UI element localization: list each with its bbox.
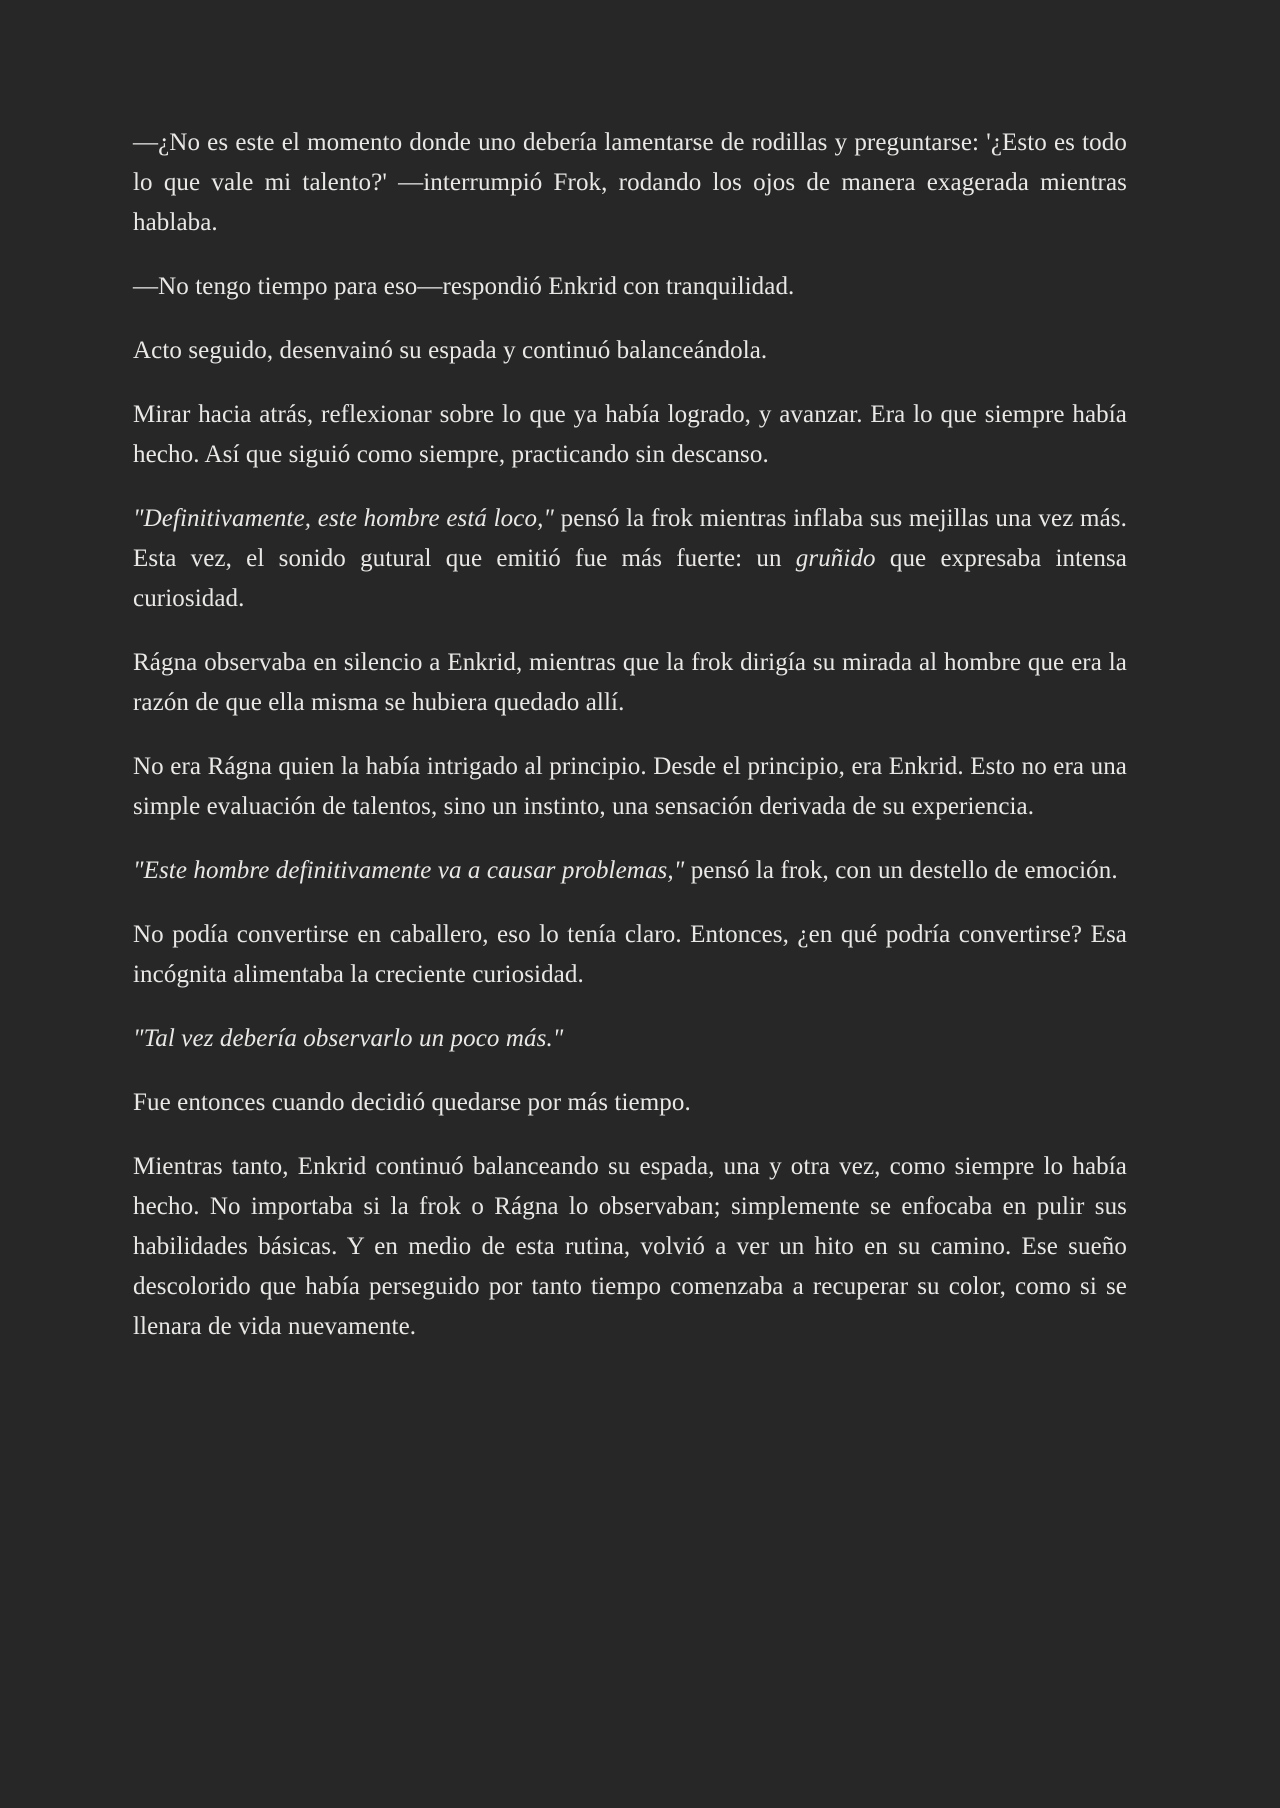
paragraph	[133, 499, 1127, 619]
text-segment: No podía convertirse en caballero, eso lo tenía claro. Entonces, ¿en qué podría convertirse? Esa incógnita alimentaba la creciente curiosidad.	[133, 921, 1127, 988]
paragraph	[133, 1019, 1127, 1059]
text-segment: —¿No es este el momento donde uno debería lamentarse de rodillas y preguntarse: '¿Esto es todo lo que vale mi talento?' —interrumpió Frok, rodando los ojos de manera exagerada mientras hablaba.	[133, 129, 1127, 236]
text-segment: —No tengo tiempo para eso—respondió Enkrid con tranquilidad.	[133, 273, 795, 300]
paragraph	[133, 1147, 1127, 1347]
paragraph	[133, 331, 1127, 371]
text-segment-italic: "Este hombre definitivamente va a causar problemas,"	[133, 857, 685, 884]
text-segment-italic: "Definitivamente, este hombre está loco,"	[133, 505, 555, 532]
text-segment: pensó la frok mientras inflaba sus mejillas una vez más. Esta vez, el sonido gutural que emitió fue más fuerte: un	[133, 505, 1127, 572]
paragraph	[133, 1083, 1127, 1123]
paragraph	[133, 851, 1127, 891]
paragraph	[133, 267, 1127, 307]
text-segment: que expresaba intensa curiosidad.	[133, 545, 1127, 612]
text-segment: pensó la frok, con un destello de emoción.	[684, 857, 1118, 884]
paragraph	[133, 123, 1127, 243]
text-segment: Mirar hacia atrás, reflexionar sobre lo que ya había logrado, y avanzar. Era lo que siempre había hecho. Así que siguió como siempre, practicando sin descanso.	[133, 401, 1127, 468]
text-segment: Acto seguido, desenvainó su espada y continuó balanceándola.	[133, 337, 768, 364]
text-segment-italic: "Tal vez debería observarlo un poco más."	[133, 1025, 564, 1052]
text-segment: Rágna observaba en silencio a Enkrid, mientras que la frok dirigía su mirada al hombre que era la razón de que ella misma se hubiera quedado allí.	[133, 649, 1127, 716]
reading-text-area	[133, 123, 1127, 1347]
text-segment: Fue entonces cuando decidió quedarse por más tiempo.	[133, 1089, 691, 1116]
text-segment: Mientras tanto, Enkrid continuó balanceando su espada, una y otra vez, como siempre lo había hecho. No importaba si la frok o Rágna lo observaban; simplemente se enfocaba en pulir sus habilidades básicas. Y en medio de esta rutina, volvió a ver un hito en su camino. Ese sueño descolorido que había perseguido por tanto tiempo comenzaba a recuperar su color, como si se llenara de vida nuevamente.	[133, 1153, 1127, 1340]
paragraph	[133, 747, 1127, 827]
paragraph	[133, 915, 1127, 995]
text-segment-italic: gruñido	[795, 545, 876, 572]
paragraph	[133, 395, 1127, 475]
text-segment: No era Rágna quien la había intrigado al principio. Desde el principio, era Enkrid. Esto no era una simple evaluación de talentos, sino un instinto, una sensación derivada de su experiencia.	[133, 753, 1127, 820]
paragraph	[133, 643, 1127, 723]
